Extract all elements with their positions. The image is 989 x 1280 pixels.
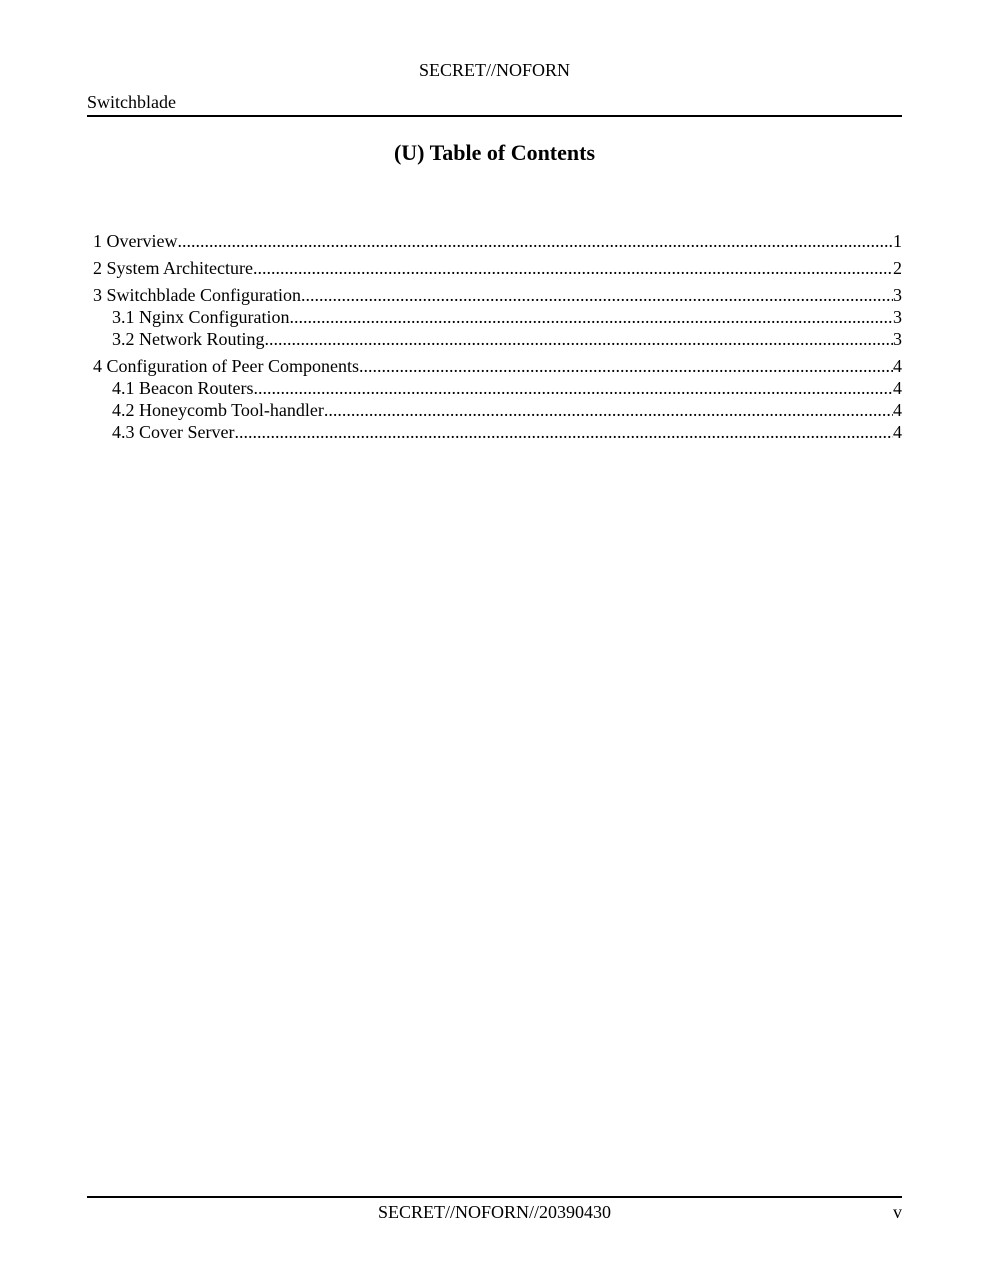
classification-marking-top: SECRET//NOFORN — [418, 60, 571, 80]
toc-dot-leader — [359, 355, 893, 377]
toc-entry-page: 2 — [893, 258, 902, 278]
toc-entry-label: 3.2 Network Routing — [112, 329, 265, 349]
page-number: v — [893, 1202, 902, 1222]
toc-entry-label: 3.1 Nginx Configuration — [112, 307, 290, 327]
toc-entry-label: 4.2 Honeycomb Tool-handler — [112, 400, 324, 420]
toc-entry-page: 3 — [893, 285, 902, 305]
toc-entry-page: 3 — [893, 329, 902, 349]
toc-title: (U) Table of Contents — [393, 140, 596, 165]
toc-entry-label: 4 Configuration of Peer Components — [93, 356, 359, 376]
toc-entry-label: 4.1 Beacon Routers — [112, 378, 254, 398]
toc-entry-nginx-configuration[interactable] — [93, 306, 902, 328]
toc-entry-cover-server[interactable] — [93, 421, 902, 443]
footer-divider — [87, 1196, 902, 1198]
toc-dot-leader — [177, 230, 893, 252]
toc-dot-leader — [265, 328, 894, 350]
toc-dot-leader — [301, 284, 893, 306]
running-header-title: Switchblade — [87, 92, 902, 117]
table-of-contents — [93, 230, 902, 443]
toc-entry-label: 1 Overview — [93, 231, 178, 251]
toc-entry-page: 4 — [893, 356, 902, 376]
toc-entry-page: 4 — [893, 378, 902, 398]
toc-entry-network-routing[interactable] — [93, 328, 902, 350]
toc-dot-leader — [253, 377, 893, 399]
toc-dot-leader — [234, 421, 893, 443]
classification-marking-bottom: SECRET//NOFORN//20390430 — [377, 1202, 612, 1222]
toc-entry-label: 3 Switchblade Configuration — [93, 285, 301, 305]
toc-entry-honeycomb-tool-handler[interactable] — [93, 399, 902, 421]
toc-entry-overview[interactable] — [93, 230, 902, 252]
toc-dot-leader — [324, 399, 893, 421]
toc-entry-beacon-routers[interactable] — [93, 377, 902, 399]
toc-entry-page: 3 — [893, 307, 902, 327]
toc-entry-system-architecture[interactable] — [93, 257, 902, 279]
toc-dot-leader — [253, 257, 893, 279]
toc-entry-page: 1 — [893, 231, 902, 251]
toc-entry-peer-components[interactable] — [93, 355, 902, 377]
toc-entry-label: 2 System Architecture — [93, 258, 253, 278]
toc-entry-label: 4.3 Cover Server — [112, 422, 235, 442]
toc-dot-leader — [290, 306, 894, 328]
toc-entry-page: 4 — [893, 422, 902, 442]
toc-entry-page: 4 — [893, 400, 902, 420]
toc-entry-switchblade-configuration[interactable] — [93, 284, 902, 306]
